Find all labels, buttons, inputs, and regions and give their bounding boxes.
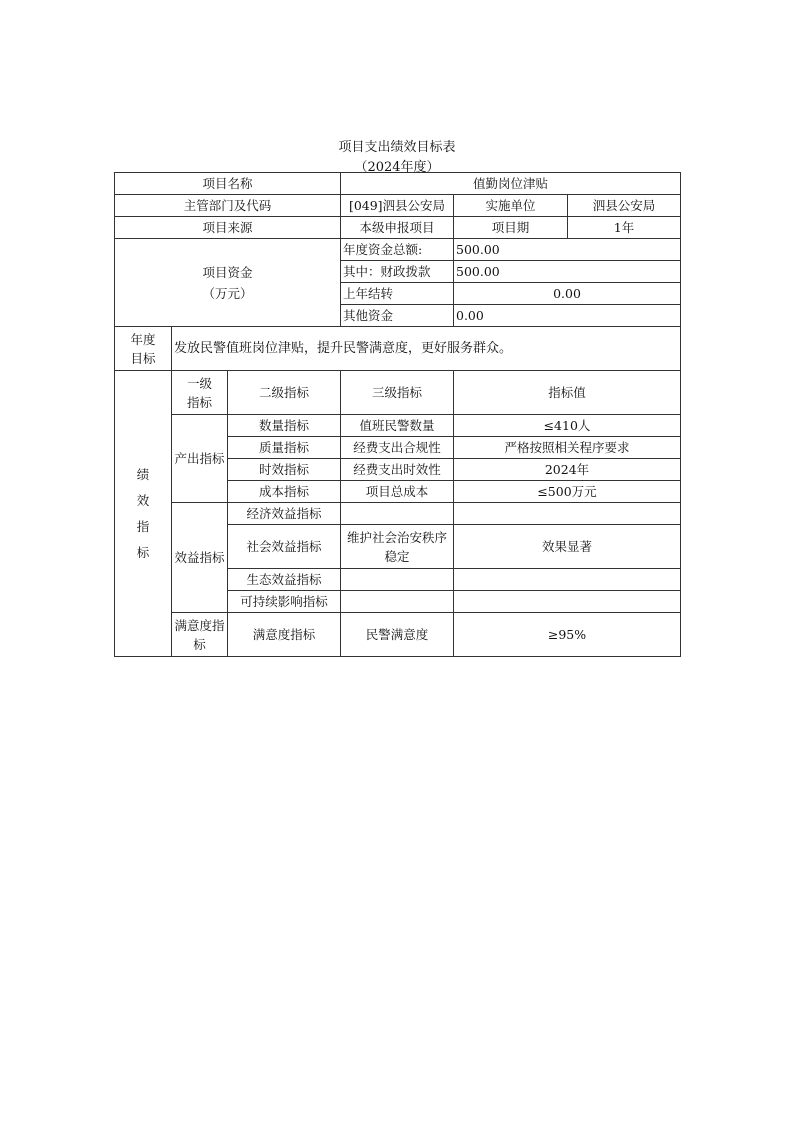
- source-value: 本级申报项目: [341, 217, 454, 239]
- funds-unit: （万元）: [202, 285, 253, 301]
- output-value: ≤500万元: [454, 481, 681, 503]
- row-source: [115, 217, 681, 239]
- performance-target-table: [114, 172, 681, 657]
- perf-char-2: 效: [136, 492, 150, 508]
- row-indicator-headers: [115, 371, 681, 415]
- benefit-l2: 可持续影响指标: [228, 591, 341, 613]
- project-name-value: 值勤岗位津贴: [341, 173, 681, 195]
- annual-goal-label: [115, 327, 172, 371]
- benefit-l3-line1: 维护社会治安秩序: [346, 529, 447, 545]
- benefit-label: 效益指标: [172, 503, 228, 613]
- funds-total-label: 年度资金总额:: [341, 239, 454, 261]
- output-l2: 时效指标: [228, 459, 341, 481]
- row-department: [115, 195, 681, 217]
- row-funds-total: [115, 239, 681, 261]
- perf-char-4: 标: [136, 544, 150, 560]
- benefit-l3: [341, 591, 454, 613]
- funds-other-value: 0.00: [454, 305, 681, 327]
- annual-goal-text: 发放民警值班岗位津贴，提升民警满意度，更好服务群众。: [172, 327, 681, 371]
- funds-carryover-value: 0.00: [454, 283, 681, 305]
- benefit-l2: 社会效益指标: [228, 525, 341, 569]
- funds-fiscal-value: 500.00: [454, 261, 681, 283]
- output-l3: 经费支出时效性: [341, 459, 454, 481]
- row-annual-goal: [115, 327, 681, 371]
- satisfaction-value: ≥95%: [454, 613, 681, 657]
- header-level2: 二级指标: [228, 371, 341, 415]
- output-l3: 经费支出合规性: [341, 437, 454, 459]
- funds-label-cell: [115, 239, 341, 327]
- source-label: 项目来源: [115, 217, 341, 239]
- output-l3: 项目总成本: [341, 481, 454, 503]
- page-title: 项目支出绩效目标表: [338, 140, 456, 155]
- benefit-l2: 经济效益指标: [228, 503, 341, 525]
- satisfaction-label-line1: 满意度指: [174, 617, 225, 633]
- output-value: 严格按照相关程序要求: [454, 437, 681, 459]
- table-row: [115, 503, 681, 525]
- funds-label: 项目资金: [202, 264, 253, 280]
- funds-fiscal-label: 其中：财政拨款: [341, 261, 454, 283]
- benefit-value: [454, 503, 681, 525]
- satisfaction-l3: 民警满意度: [341, 613, 454, 657]
- table-row: [115, 415, 681, 437]
- row-project-name: [115, 173, 681, 195]
- perf-char-1: 绩: [136, 466, 150, 482]
- dept-value: [049]泗县公安局: [341, 195, 454, 217]
- header-level1-line2: 指标: [186, 394, 212, 410]
- annual-goal-label-1: 年度: [130, 331, 156, 347]
- output-l3: 值班民警数量: [341, 415, 454, 437]
- period-label: 项目期: [454, 217, 568, 239]
- funds-other-label: 其他资金: [341, 305, 454, 327]
- project-name-label: 项目名称: [115, 173, 341, 195]
- header-level1-line1: 一级: [186, 375, 212, 391]
- benefit-value: [454, 569, 681, 591]
- output-value: 2024年: [454, 459, 681, 481]
- benefit-l2: 生态效益指标: [228, 569, 341, 591]
- benefit-value: 效果显著: [454, 525, 681, 569]
- output-l2: 数量指标: [228, 415, 341, 437]
- benefit-l3: [341, 525, 454, 569]
- benefit-l3: [341, 503, 454, 525]
- header-level1: [172, 371, 228, 415]
- benefit-l3: [341, 569, 454, 591]
- output-value: ≤410人: [454, 415, 681, 437]
- benefit-l3-line2: 稳定: [384, 548, 410, 564]
- output-l2: 质量指标: [228, 437, 341, 459]
- funds-carryover-label: 上年结转: [341, 283, 454, 305]
- header-level3: 三级指标: [341, 371, 454, 415]
- annual-goal-label-2: 目标: [130, 350, 156, 366]
- satisfaction-l2: 满意度指标: [228, 613, 341, 657]
- perf-char-3: 指: [136, 518, 150, 534]
- table-row: [115, 613, 681, 657]
- impl-unit-label: 实施单位: [454, 195, 568, 217]
- header-value: 指标值: [454, 371, 681, 415]
- funds-total-value: 500.00: [454, 239, 681, 261]
- satisfaction-label-line2: 标: [193, 636, 206, 652]
- dept-label: 主管部门及代码: [115, 195, 341, 217]
- page-subtitle: （2024年度）: [354, 160, 440, 175]
- output-label: 产出指标: [172, 415, 228, 503]
- period-value: 1年: [568, 217, 681, 239]
- output-l2: 成本指标: [228, 481, 341, 503]
- benefit-value: [454, 591, 681, 613]
- perf-label-cell: [115, 371, 172, 657]
- impl-unit-value: 泗县公安局: [568, 195, 681, 217]
- satisfaction-label: [172, 613, 228, 657]
